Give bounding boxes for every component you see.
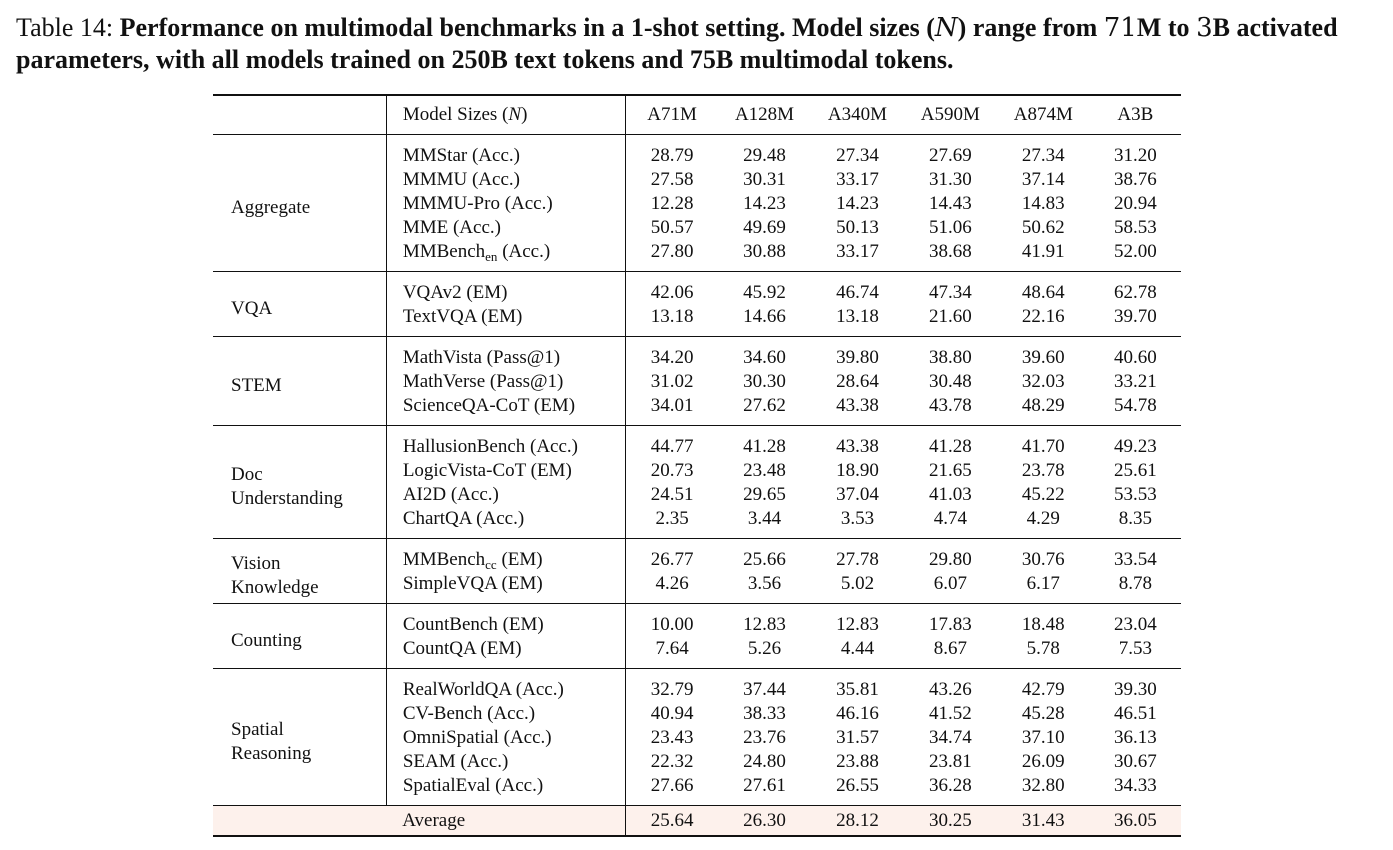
value-cell: 20.73: [650, 460, 694, 481]
value-cell: 32.80: [1021, 775, 1065, 796]
group-name-line: Reasoning: [231, 742, 312, 764]
value-cell: 36.13: [1114, 727, 1157, 748]
table-row: [213, 604, 1181, 638]
value-cell: 27.62: [743, 395, 786, 416]
value-cell: 4.74: [933, 508, 967, 529]
value-cell: 39.70: [1114, 306, 1157, 327]
value-cell: 25.61: [1114, 460, 1157, 481]
caption-text-1: Performance on multimodal benchmarks in a 1-shot setting. Model sizes (: [119, 13, 935, 42]
benchmark-name: SEAM (Acc.): [386, 750, 625, 774]
value-cell: 38.76: [1114, 169, 1157, 190]
average-value: 25.64: [626, 806, 718, 837]
value-cell: 26.77: [626, 539, 718, 573]
value-cell: 52.00: [1114, 241, 1157, 262]
value-cell: 31.20: [1090, 135, 1181, 169]
value-cell: 4.44: [840, 638, 875, 659]
value-cell: 41.91: [1021, 241, 1065, 262]
value-cell: 41.52: [928, 703, 972, 724]
header-col: A128M: [734, 104, 795, 125]
average-value: 36.05: [1090, 806, 1181, 837]
average-value: 28.12: [811, 806, 904, 837]
value-cell: 43.26: [904, 669, 997, 703]
value-cell: 5.26: [747, 638, 782, 659]
value-cell: 14.23: [743, 193, 786, 214]
value-cell: 46.51: [1114, 703, 1157, 724]
average-row: [213, 806, 1181, 837]
table-row: [213, 272, 1181, 306]
value-cell: 27.80: [650, 241, 694, 262]
value-cell: 3.56: [747, 573, 782, 594]
value-cell: 14.83: [1021, 193, 1065, 214]
value-cell: 38.80: [904, 337, 997, 371]
value-cell: 30.88: [743, 241, 786, 262]
benchmark-name: HallusionBench (Acc.): [386, 426, 625, 460]
benchmark-name: CountQA (EM): [386, 637, 625, 669]
value-cell: 43.38: [836, 395, 879, 416]
value-cell: 40.94: [650, 703, 694, 724]
value-cell: 34.01: [650, 395, 694, 416]
value-cell: 23.48: [743, 460, 786, 481]
value-cell: 25.66: [718, 539, 811, 573]
value-cell: 35.81: [811, 669, 904, 703]
value-cell: 39.80: [811, 337, 904, 371]
value-cell: 6.07: [933, 573, 967, 594]
table-row: [213, 669, 1181, 703]
value-cell: 50.62: [1021, 217, 1065, 238]
value-cell: 32.79: [626, 669, 718, 703]
value-cell: 6.17: [1026, 573, 1060, 594]
value-cell: 12.83: [718, 604, 811, 638]
value-cell: 37.14: [1021, 169, 1065, 190]
group-name-line: Vision: [231, 552, 281, 574]
value-cell: 23.76: [743, 727, 786, 748]
value-cell: 34.33: [1114, 775, 1157, 796]
value-cell: 41.28: [718, 426, 811, 460]
value-cell: 34.60: [718, 337, 811, 371]
caption-text-3: B activated parameters, with all models trained on 250B text tokens and 75B multimodal tokens.: [16, 13, 1338, 74]
table-row: [213, 426, 1181, 460]
value-cell: 7.64: [655, 638, 689, 659]
value-cell: 51.06: [928, 217, 972, 238]
results-table-body: [213, 95, 1181, 836]
value-cell: 22.32: [650, 751, 694, 772]
benchmark-name: MathVista (Pass@1): [386, 337, 625, 371]
value-cell: 33.21: [1114, 371, 1157, 392]
value-cell: 5.78: [1026, 638, 1060, 659]
value-cell: 29.48: [718, 135, 811, 169]
benchmark-name: MathVerse (Pass@1): [386, 370, 625, 394]
value-cell: 49.69: [743, 217, 786, 238]
benchmark-name: MME (Acc.): [386, 216, 625, 240]
value-cell: 39.60: [997, 337, 1090, 371]
benchmark-name: ScienceQA-CoT (EM): [386, 394, 625, 426]
value-cell: 26.55: [836, 775, 879, 796]
value-cell: 20.94: [1114, 193, 1157, 214]
benchmark-name: MMMU (Acc.): [386, 168, 625, 192]
value-cell: 7.53: [1118, 638, 1152, 659]
value-cell: 37.10: [1021, 727, 1065, 748]
table-row: [213, 135, 1181, 169]
header-col: A590M: [920, 104, 980, 125]
group-name: [213, 669, 386, 806]
caption-math-n: N: [934, 13, 958, 43]
value-cell: 3.53: [840, 508, 875, 529]
value-cell: 14.66: [743, 306, 786, 327]
header-row: [213, 96, 1181, 135]
value-cell: 45.28: [1021, 703, 1065, 724]
value-cell: 5.02: [840, 573, 875, 594]
header-col: A71M: [647, 104, 697, 125]
value-cell: 21.60: [928, 306, 972, 327]
header-model-sizes: Model Sizes (N): [386, 96, 625, 135]
value-cell: 8.78: [1118, 573, 1152, 594]
value-cell: 24.80: [743, 751, 786, 772]
group-name: [213, 604, 386, 669]
header-col: A340M: [827, 104, 887, 125]
benchmark-name: OmniSpatial (Acc.): [386, 726, 625, 750]
value-cell: 41.28: [904, 426, 997, 460]
value-cell: 18.48: [997, 604, 1090, 638]
value-cell: 31.57: [836, 727, 879, 748]
value-cell: 26.09: [1021, 751, 1065, 772]
value-cell: 44.77: [626, 426, 718, 460]
value-cell: 18.90: [836, 460, 879, 481]
caption-math-max: 3: [1196, 13, 1213, 43]
value-cell: 33.54: [1090, 539, 1181, 573]
benchmark-name: MMMU-Pro (Acc.): [386, 192, 625, 216]
value-cell: 4.26: [655, 573, 689, 594]
group-name: [213, 272, 386, 337]
value-cell: 23.78: [1021, 460, 1065, 481]
value-cell: 45.92: [718, 272, 811, 306]
value-cell: 32.03: [1021, 371, 1065, 392]
benchmark-name: MMBench$_{cc}$ (EM): [386, 539, 625, 573]
table-caption: [16, 12, 1381, 76]
benchmark-name: MMStar (Acc.): [386, 135, 625, 169]
value-cell: 14.23: [836, 193, 879, 214]
value-cell: 62.78: [1090, 272, 1181, 306]
value-cell: 30.31: [743, 169, 786, 190]
value-cell: 21.65: [928, 460, 972, 481]
value-cell: 13.18: [650, 306, 694, 327]
value-cell: 13.18: [836, 306, 879, 327]
value-cell: 8.35: [1118, 508, 1152, 529]
value-cell: 4.29: [1026, 508, 1060, 529]
caption-text-m: M to: [1136, 13, 1197, 42]
average-value: 31.43: [997, 806, 1090, 837]
value-cell: 12.28: [650, 193, 694, 214]
value-cell: 3.44: [747, 508, 782, 529]
value-cell: 29.65: [743, 484, 786, 505]
value-cell: 40.60: [1090, 337, 1181, 371]
value-cell: 27.58: [650, 169, 694, 190]
value-cell: 22.16: [1021, 306, 1065, 327]
benchmark-name: CV-Bench (Acc.): [386, 702, 625, 726]
value-cell: 28.64: [836, 371, 879, 392]
value-cell: 48.64: [997, 272, 1090, 306]
value-cell: 23.43: [650, 727, 694, 748]
value-cell: 42.06: [626, 272, 718, 306]
group-name-line: Counting: [231, 629, 302, 651]
group-name: [213, 426, 386, 539]
value-cell: 27.34: [811, 135, 904, 169]
value-cell: 42.79: [997, 669, 1090, 703]
header-empty-cell: [213, 96, 386, 135]
value-cell: 30.48: [928, 371, 972, 392]
group-name-line: Understanding: [231, 487, 343, 509]
value-cell: 48.29: [1021, 395, 1065, 416]
results-table: [213, 94, 1181, 837]
value-cell: 43.78: [928, 395, 972, 416]
value-cell: 34.74: [928, 727, 972, 748]
caption-math-min: 71: [1103, 13, 1137, 43]
value-cell: 28.79: [626, 135, 718, 169]
value-cell: 41.03: [928, 484, 972, 505]
value-cell: 8.67: [933, 638, 967, 659]
value-cell: 37.04: [836, 484, 879, 505]
value-cell: 29.80: [904, 539, 997, 573]
value-cell: 54.78: [1114, 395, 1157, 416]
group-name-line: Spatial: [231, 718, 284, 740]
benchmark-name: VQAv2 (EM): [386, 272, 625, 306]
value-cell: 12.83: [811, 604, 904, 638]
benchmark-name: SpatialEval (Acc.): [386, 774, 625, 806]
value-cell: 47.34: [904, 272, 997, 306]
value-cell: 38.33: [743, 703, 786, 724]
benchmark-name: AI2D (Acc.): [386, 483, 625, 507]
value-cell: 30.76: [997, 539, 1090, 573]
value-cell: 31.02: [650, 371, 694, 392]
benchmark-name: RealWorldQA (Acc.): [386, 669, 625, 703]
value-cell: 10.00: [626, 604, 718, 638]
value-cell: 2.35: [655, 508, 689, 529]
value-cell: 33.17: [836, 169, 879, 190]
caption-text-2: ) range from: [957, 13, 1104, 42]
value-cell: 43.38: [811, 426, 904, 460]
group-name: [213, 539, 386, 604]
benchmark-name: SimpleVQA (EM): [386, 572, 625, 604]
benchmark-name: LogicVista-CoT (EM): [386, 459, 625, 483]
value-cell: 38.68: [928, 241, 972, 262]
value-cell: 17.83: [904, 604, 997, 638]
header-col: A3B: [1117, 104, 1154, 125]
value-cell: 27.69: [904, 135, 997, 169]
value-cell: 49.23: [1090, 426, 1181, 460]
table-row: [213, 337, 1181, 371]
value-cell: 53.53: [1114, 484, 1157, 505]
caption-label: Table 14:: [16, 13, 114, 42]
value-cell: 39.30: [1090, 669, 1181, 703]
value-cell: 50.57: [650, 217, 694, 238]
group-name-line: Knowledge: [231, 576, 319, 598]
value-cell: 23.81: [928, 751, 972, 772]
value-cell: 24.51: [650, 484, 694, 505]
value-cell: 34.20: [626, 337, 718, 371]
benchmark-name: ChartQA (Acc.): [386, 507, 625, 539]
table-row: [213, 539, 1181, 573]
value-cell: 33.17: [836, 241, 879, 262]
group-name-line: Doc: [231, 463, 263, 485]
value-cell: 46.16: [836, 703, 879, 724]
value-cell: 27.34: [997, 135, 1090, 169]
value-cell: 36.28: [928, 775, 972, 796]
group-name-line: VQA: [231, 297, 273, 319]
value-cell: 30.30: [743, 371, 786, 392]
average-value: 30.25: [904, 806, 997, 837]
value-cell: 41.70: [997, 426, 1090, 460]
value-cell: 50.13: [836, 217, 879, 238]
value-cell: 45.22: [1021, 484, 1065, 505]
value-cell: 58.53: [1114, 217, 1157, 238]
value-cell: 27.61: [743, 775, 786, 796]
value-cell: 27.78: [811, 539, 904, 573]
group-name: [213, 337, 386, 426]
group-name: [213, 135, 386, 272]
value-cell: 23.88: [836, 751, 879, 772]
value-cell: 23.04: [1090, 604, 1181, 638]
group-name-line: STEM: [231, 374, 282, 396]
value-cell: 30.67: [1114, 751, 1157, 772]
average-value: 26.30: [718, 806, 811, 837]
value-cell: 27.66: [650, 775, 694, 796]
header-col: A874M: [1013, 104, 1073, 125]
value-cell: 14.43: [928, 193, 972, 214]
benchmark-name: TextVQA (EM): [386, 305, 625, 337]
group-name-line: Aggregate: [231, 196, 311, 218]
benchmark-name: MMBench$_{en}$ (Acc.): [386, 240, 625, 272]
value-cell: 31.30: [928, 169, 972, 190]
value-cell: 46.74: [811, 272, 904, 306]
benchmark-name: CountBench (EM): [386, 604, 625, 638]
average-label: Average: [213, 806, 626, 837]
value-cell: 37.44: [718, 669, 811, 703]
